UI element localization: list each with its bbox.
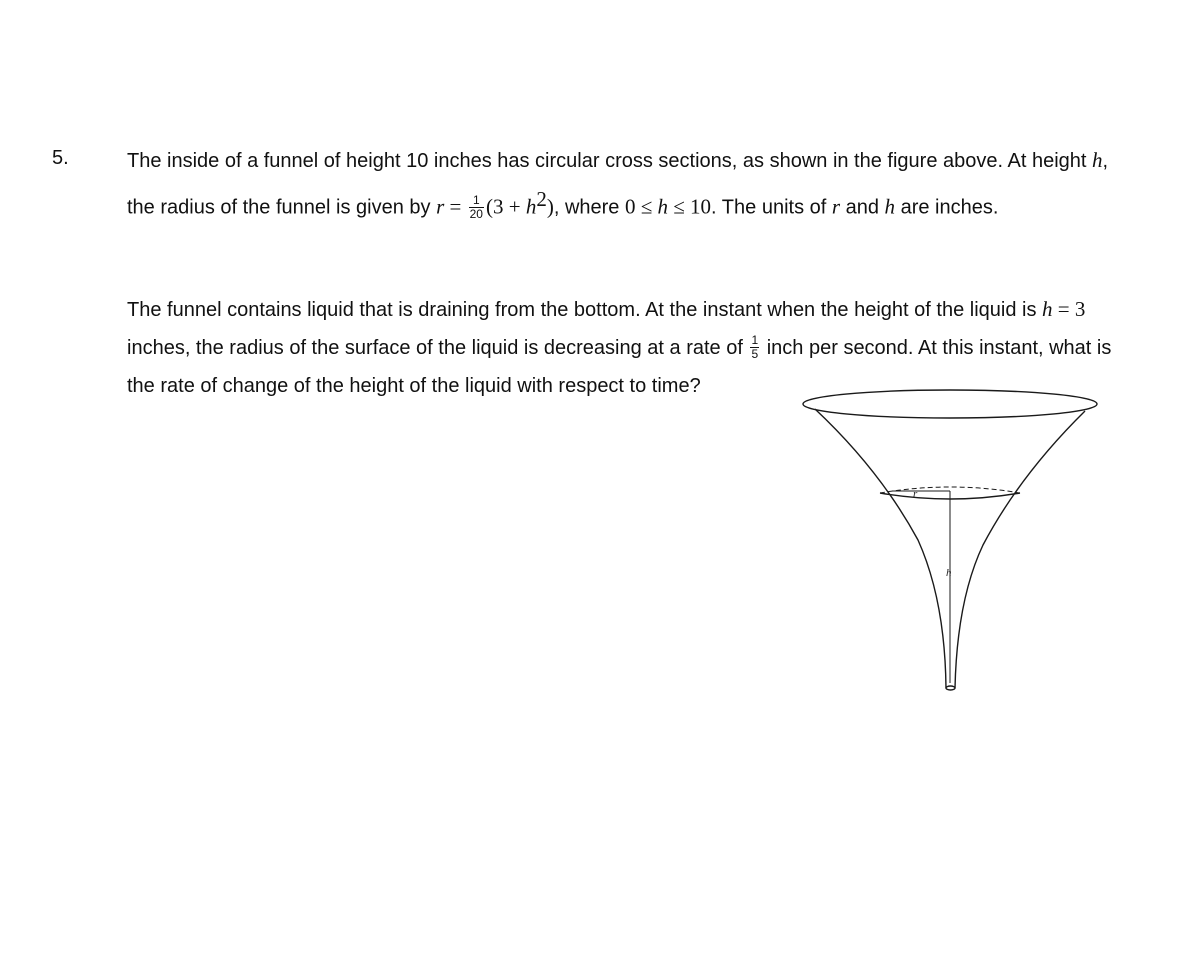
funnel-spout-bottom [946,686,955,690]
text-run: , where [553,196,625,219]
fraction-denominator: 20 [469,206,483,221]
question-number: 5. [52,147,69,169]
question-paragraph-1 [127,141,1187,227]
paragraph-1-line-1 [127,141,1187,180]
funnel-right-wall [955,411,1085,688]
math-var-h: h [525,194,537,219]
text-run: and [840,196,885,219]
text-run: . The units of [711,196,832,219]
text-run: inch per second. At this instant, what is [761,337,1112,359]
math-equals-three: = 3 [1052,297,1086,321]
fraction-denominator: 5 [751,347,759,362]
math-paren-close: ) [546,194,554,219]
funnel-figure [790,380,1110,700]
paragraph-2-line-2 [127,329,1187,367]
text-run: inches, the radius of the surface of the liquid is decreasing at a rate of [127,337,749,359]
height-label: h [946,567,952,579]
paragraph-2-line-3: the rate of change of the height of the liquid with respect to time? [127,375,701,397]
math-var-r: r [831,194,841,219]
fraction-numerator: 1 [469,194,484,208]
fraction-numerator: 1 [751,333,759,348]
text-run: The inside of a funnel of height 10 inches has circular cross sections, as shown in the figure above. At height [127,150,1093,172]
radius-label: r [913,488,918,500]
math-inequality-start: 0 ≤ [624,194,658,219]
fraction-one-twentieth [469,194,484,221]
math-var-h: h [657,194,669,219]
math-paren-open: (3 + [485,194,526,219]
math-inequality-end: ≤ 10 [668,194,712,219]
paragraph-1-line-2 [127,180,1187,227]
funnel-top-rim [803,390,1097,418]
math-var-h: h [1042,297,1053,321]
paragraph-2-line-1 [127,290,1187,329]
math-var-h: h [884,194,896,219]
math-var-r: r [436,194,445,219]
text-run: , [1102,150,1109,172]
math-exponent: 2 [536,187,547,211]
text-run: the radius of the funnel is given by [127,196,437,219]
math-var-h: h [1092,148,1103,172]
math-equals: = [444,194,467,219]
funnel-left-wall [815,409,946,688]
text-run: are inches. [895,196,999,219]
fraction-one-fifth [750,334,759,361]
text-run: The funnel contains liquid that is draining from the bottom. At the instant when the height of the liquid is [127,299,1042,321]
